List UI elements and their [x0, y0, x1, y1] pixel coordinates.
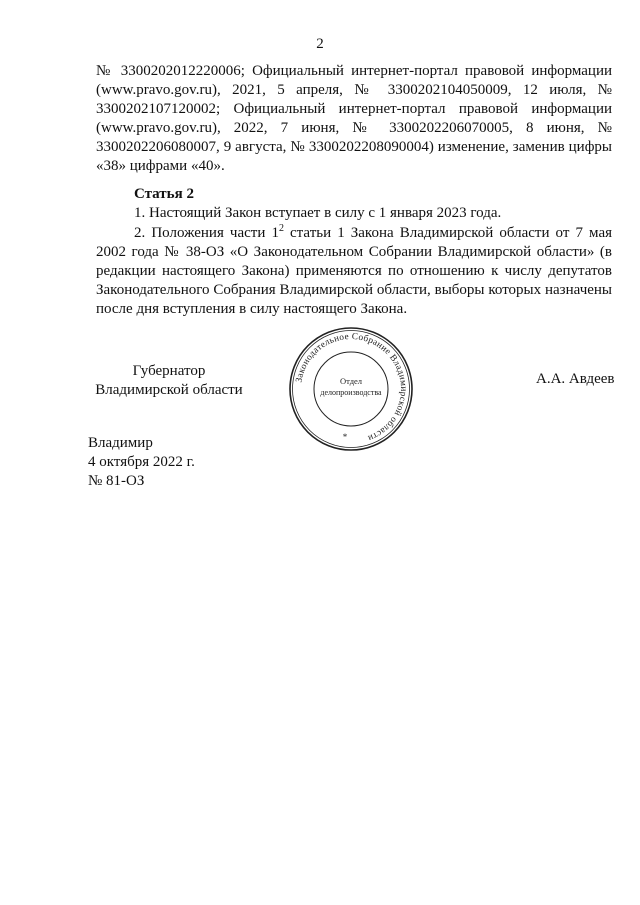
- page-number: 2: [316, 36, 324, 52]
- signer-name: А.А. Авдеев: [536, 371, 615, 387]
- amendment-paragraph: № 3300202012220006; Официальный интернет-портал правовой информации (www.pravo.gov.ru), 2021, 5 апреля, № 3300202104050009, 12 июля, № 3300202107120002; Официальный интернет-портал правовой информации (www.pravo.gov.ru), 2022, 7 июня, № 3300202206070005, 8 июня, № 3300202206080007, 9 августа, № 3300202208090004) изменение, заменив цифры «38» цифрами «40».: [96, 63, 612, 174]
- article-item-2-rest: статьи 1 Закона Владимирской области от 7 мая 2002 года № 38-ОЗ «О Законодательном Собрании Владимирской области» (в редакции настоящего Закона) применяются по отношению к числу депутатов Законодательного Собрания Владимирской области, выборы которых назначены после дня вступления в силу настоящего Закона.: [96, 225, 612, 317]
- signatory-title-line-2: Владимирской области: [95, 382, 243, 398]
- law-date: 4 октября 2022 г.: [88, 454, 195, 470]
- superscript-index: 2: [278, 223, 284, 234]
- article-item-1: 1. Настоящий Закон вступает в силу с 1 января 2023 года.: [134, 205, 502, 221]
- seal-ring-text: Законодательное Собрание Владимирской области: [293, 330, 410, 444]
- seal-center-line-1: Отдел: [339, 376, 363, 386]
- law-footer: [88, 434, 195, 491]
- article-item-2-start: 2. Положения части 1: [134, 225, 279, 241]
- official-seal: [286, 324, 416, 454]
- seal-center-line-2: делопроизводства: [320, 388, 382, 397]
- article-heading: Статья 2: [134, 186, 194, 202]
- seal-star: *: [342, 432, 348, 442]
- signatory-title: [84, 362, 254, 400]
- law-number: № 81-ОЗ: [88, 473, 145, 489]
- law-city: Владимир: [88, 435, 153, 451]
- signatory-title-line-1: Губернатор: [132, 363, 206, 379]
- article-item-2: [96, 224, 612, 319]
